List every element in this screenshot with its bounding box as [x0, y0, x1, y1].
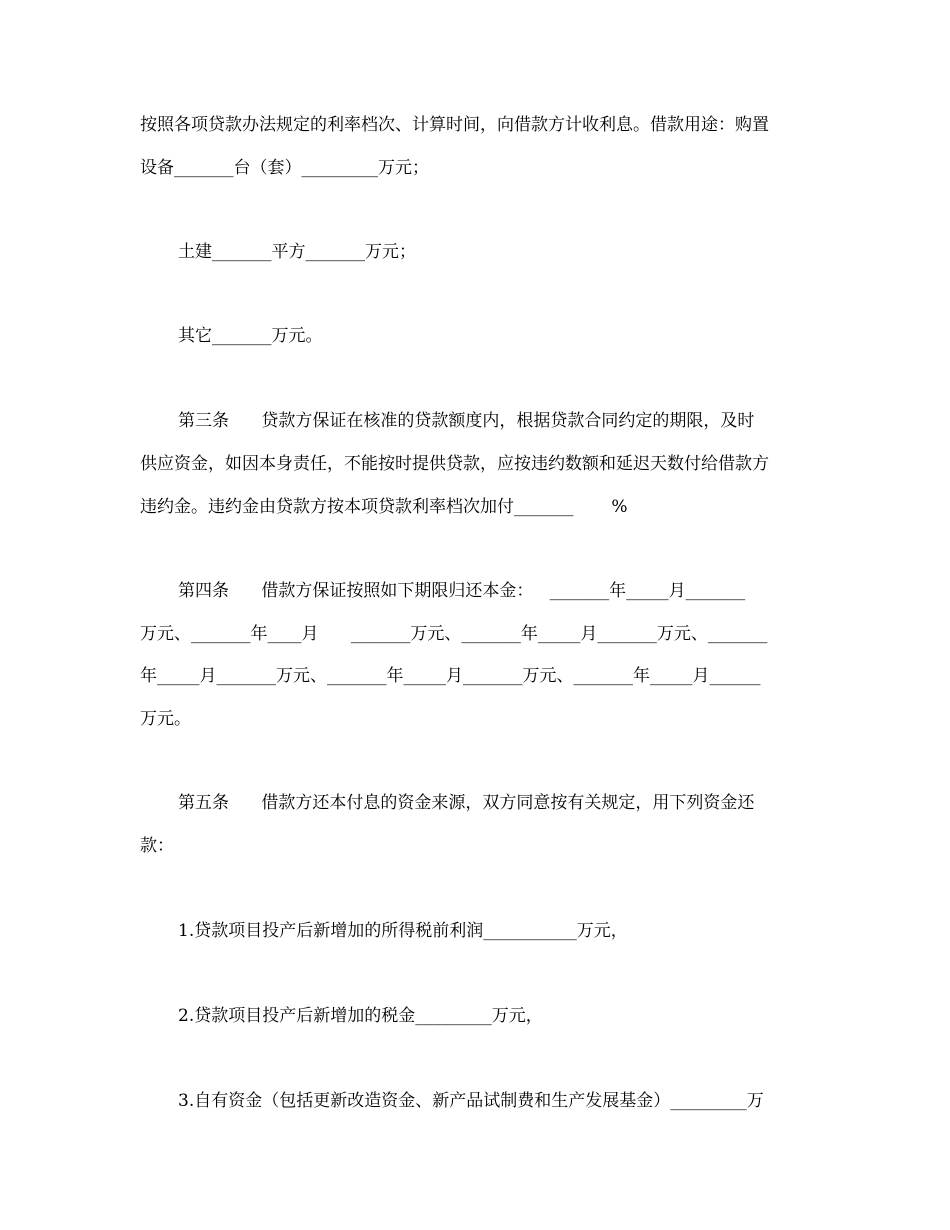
text-line: 供应资金，如因本身责任，不能按时提供贷款，应按违约数额和延迟天数付给借款方 [140, 454, 769, 474]
article-4-heading-line: 第四条 借款方保证按照如下期限归还本金： _______年_____月_______ [178, 581, 746, 601]
list-item-2: 2.贷款项目投产后新增加的税金_________万元， [178, 1006, 543, 1026]
article-5-heading-line: 第五条 借款方还本付息的资金来源，双方同意按有关规定，用下列资金还 [178, 793, 755, 813]
text-line: 万元。 [140, 709, 191, 729]
text-line: 年_____月_______万元、_______年_____月_______万元、_______年_____月______ [140, 666, 761, 686]
text-line: 违约金。违约金由贷款方按本项贷款利率档次加付_______ % [140, 497, 628, 517]
text-line: 万元、_______年____月 _______万元、_______年_____月_______万元、_______ [140, 624, 768, 644]
text-line: 其它_______万元。 [178, 326, 323, 346]
article-3-heading-line: 第三条 贷款方保证在核准的贷款额度内，根据贷款合同约定的期限，及时 [178, 411, 755, 431]
text-line: 款： [140, 836, 174, 856]
text-line: 按照各项贷款办法规定的利率档次、计算时间，向借款方计收利息。借款用途：购置 [140, 115, 769, 135]
text-line: 设备_______台（套）_________万元； [140, 158, 429, 178]
list-item-3: 3.自有资金（包括更新改造资金、新产品试制费和生产发展基金）_________万 [178, 1091, 764, 1111]
list-item-1: 1.贷款项目投产后新增加的所得税前利润___________万元， [178, 921, 628, 941]
text-line: 土建_______平方_______万元； [178, 242, 416, 262]
